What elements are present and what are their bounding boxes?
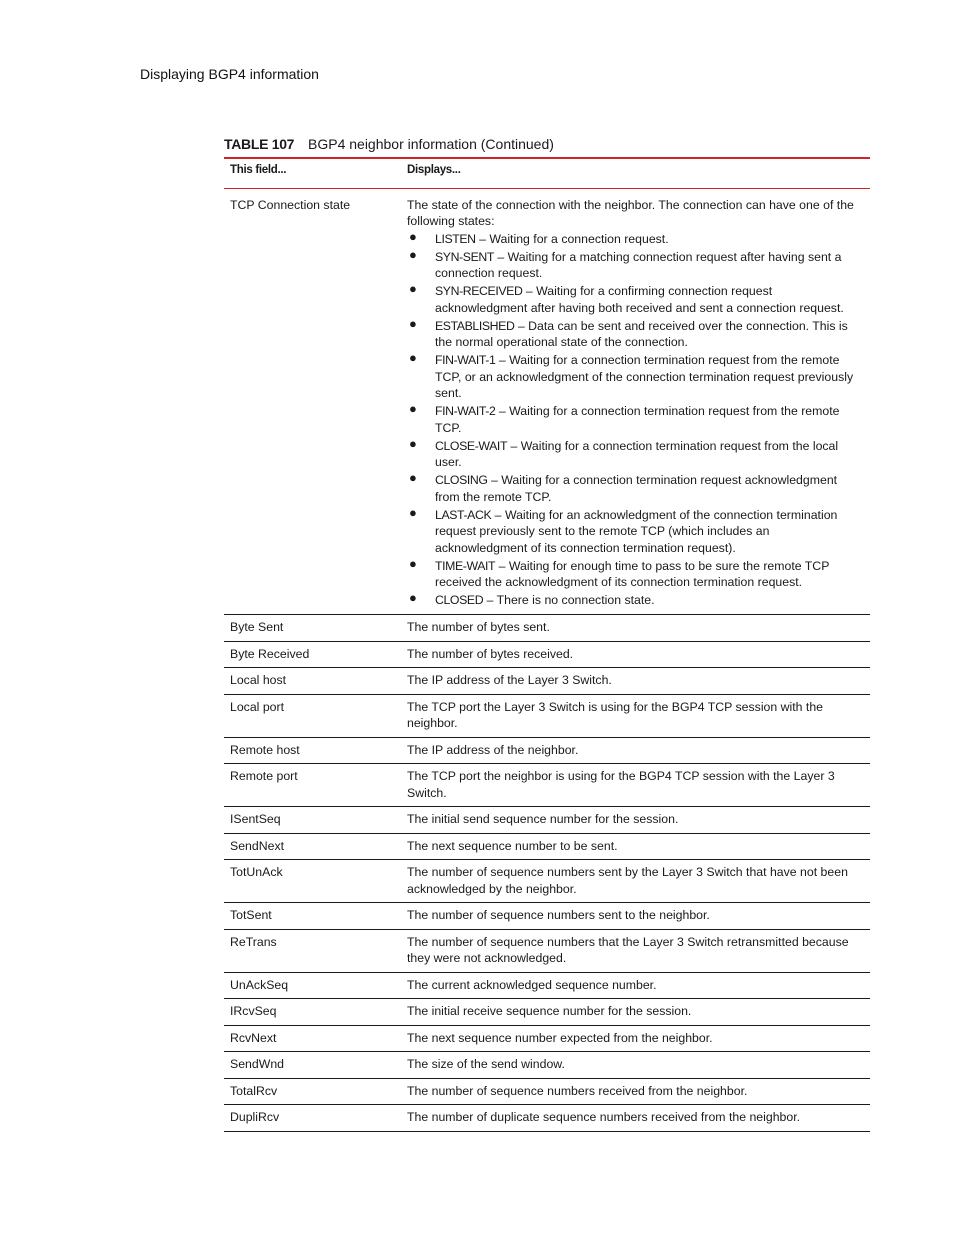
tcp-state-intro: The state of the connection with the neighbor. The connection can have one of the following states: <box>407 197 854 228</box>
field-cell: UnAckSeq <box>224 972 401 999</box>
tcp-state-item <box>407 435 864 471</box>
display-cell: The next sequence number expected from the neighbor. <box>401 1025 870 1052</box>
field-cell: TotUnAck <box>224 860 401 903</box>
table-row <box>224 641 870 668</box>
tcp-state-name: CLOSED <box>435 593 484 607</box>
bullet-icon: ● <box>409 470 417 485</box>
tcp-state-item <box>407 592 864 609</box>
tcp-state-name: SYN-RECEIVED <box>435 284 523 298</box>
display-cell: The number of sequence numbers received from the neighbor. <box>401 1078 870 1105</box>
tcp-state-description: – Waiting for an acknowledgment of the connection termination request previously sent to the remote TCP (which includes an acknowledgment of its connection termination request). <box>435 507 838 555</box>
table-row <box>224 1052 870 1079</box>
field-cell: RcvNext <box>224 1025 401 1052</box>
table-title: BGP4 neighbor information (Continued) <box>308 136 554 152</box>
field-cell: Byte Received <box>224 641 401 668</box>
table-row <box>224 1105 870 1132</box>
tcp-state-description: – Waiting for a connection termination request from the remote TCP. <box>435 404 840 435</box>
bullet-icon: ● <box>409 555 417 571</box>
display-cell: The number of sequence numbers sent by the Layer 3 Switch that have not been acknowledged by the neighbor. <box>401 860 870 903</box>
display-cell: The IP address of the Layer 3 Switch. <box>401 668 870 695</box>
tcp-state-item <box>407 315 864 351</box>
table-row <box>224 929 870 972</box>
tcp-state-description: – Waiting for a connection termination request acknowledgment from the remote TCP. <box>435 473 838 504</box>
bullet-icon: ● <box>409 435 417 451</box>
field-cell: Byte Sent <box>224 615 401 642</box>
table-row <box>224 807 870 834</box>
field-cell: IRcvSeq <box>224 999 401 1026</box>
bullet-icon: ● <box>409 281 417 296</box>
tcp-state-name: SYN-SENT <box>435 249 494 264</box>
bullet-icon: ● <box>409 401 417 416</box>
display-cell: The number of sequence numbers sent to the neighbor. <box>401 903 870 930</box>
field-cell: DupliRcv <box>224 1105 401 1132</box>
field-cell: SendWnd <box>224 1052 401 1079</box>
bullet-icon: ● <box>409 590 417 605</box>
tcp-state-name: TIME-WAIT <box>435 558 496 573</box>
table-row <box>224 999 870 1026</box>
table-caption <box>224 135 870 153</box>
display-cell: The initial send sequence number for the session. <box>401 807 870 834</box>
bullet-icon: ● <box>409 350 417 365</box>
tcp-state-description: – Waiting for a matching connection request after having sent a connection request. <box>435 249 842 280</box>
field-cell: TotalRcv <box>224 1078 401 1105</box>
tcp-state-item <box>407 403 864 436</box>
field-cell: Remote host <box>224 737 401 764</box>
table-row <box>224 764 870 807</box>
tcp-state-description: – Waiting for a connection termination request from the remote TCP, or an acknowledgment of the connection termination request previously sent. <box>435 353 854 400</box>
field-cell: Local host <box>224 668 401 695</box>
display-cell: The initial receive sequence number for the session. <box>401 999 870 1026</box>
display-cell: The number of bytes received. <box>401 641 870 668</box>
tcp-state-name: ESTABLISHED <box>435 318 515 333</box>
display-cell: The number of sequence numbers that the Layer 3 Switch retransmitted because they were not acknowledged. <box>401 929 870 972</box>
display-cell: The TCP port the Layer 3 Switch is using for the BGP4 TCP session with the neighbor. <box>401 694 870 737</box>
display-cell: The size of the send window. <box>401 1052 870 1079</box>
table-row <box>224 188 870 615</box>
tcp-state-list <box>407 228 864 609</box>
tcp-state-name: FIN-WAIT-1 <box>435 353 496 367</box>
field-cell: ReTrans <box>224 929 401 972</box>
tcp-state-item <box>407 246 864 282</box>
tcp-state-description: – Waiting for a connection termination request from the local user. <box>435 438 839 469</box>
bullet-icon: ● <box>409 228 417 244</box>
tcp-state-item <box>407 352 864 402</box>
tcp-state-name: CLOSING <box>435 473 488 487</box>
table-row <box>224 737 870 764</box>
table-number: TABLE 107 <box>224 136 295 152</box>
table-row <box>224 833 870 860</box>
tcp-state-item <box>407 228 864 248</box>
field-cell: Local port <box>224 694 401 737</box>
tcp-state-description: – Waiting for a confirming connection request acknowledgment after having both received and sent a connection request. <box>435 284 844 315</box>
tcp-state-item <box>407 472 864 505</box>
table-row <box>224 694 870 737</box>
tcp-state-description: – Data can be sent and received over the connection. This is the normal operational state of the connection. <box>435 318 848 349</box>
tcp-state-item <box>407 283 864 316</box>
tcp-state-item <box>407 504 864 557</box>
table-row <box>224 860 870 903</box>
display-cell: The current acknowledged sequence number. <box>401 972 870 999</box>
field-cell: SendNext <box>224 833 401 860</box>
display-cell: The number of duplicate sequence numbers received from the neighbor. <box>401 1105 870 1132</box>
display-cell: The TCP port the neighbor is using for the BGP4 TCP session with the Layer 3 Switch. <box>401 764 870 807</box>
display-cell: The IP address of the neighbor. <box>401 737 870 764</box>
field-cell: ISentSeq <box>224 807 401 834</box>
display-cell: The next sequence number to be sent. <box>401 833 870 860</box>
table-row <box>224 903 870 930</box>
table-row <box>224 972 870 999</box>
running-header: Displaying BGP4 information <box>140 66 319 82</box>
table-header-row <box>224 158 870 188</box>
field-cell: TotSent <box>224 903 401 930</box>
bullet-icon: ● <box>409 315 417 331</box>
field-cell: Remote port <box>224 764 401 807</box>
bullet-icon: ● <box>409 246 417 262</box>
display-cell <box>401 188 870 615</box>
column-header-field: This field... <box>230 164 287 176</box>
tcp-state-name: CLOSE-WAIT <box>435 438 508 453</box>
display-cell: The number of bytes sent. <box>401 615 870 642</box>
tcp-state-description: – Waiting for a connection request. <box>475 231 669 246</box>
bgp4-neighbor-table <box>224 157 870 1132</box>
tcp-state-name: FIN-WAIT-2 <box>435 404 496 418</box>
field-cell: TCP Connection state <box>224 188 401 615</box>
bullet-icon: ● <box>409 504 417 520</box>
table-row <box>224 1078 870 1105</box>
tcp-state-description: – There is no connection state. <box>483 593 655 607</box>
table-row <box>224 1025 870 1052</box>
tcp-state-name: LAST-ACK <box>435 507 492 522</box>
tcp-state-item <box>407 555 864 591</box>
tcp-state-name: LISTEN <box>435 231 476 246</box>
table-row <box>224 668 870 695</box>
tcp-state-description: – Waiting for enough time to pass to be sure the remote TCP received the acknowledgment of its connection termination request. <box>435 558 830 589</box>
column-header-displays: Displays... <box>407 164 461 176</box>
table-row <box>224 615 870 642</box>
